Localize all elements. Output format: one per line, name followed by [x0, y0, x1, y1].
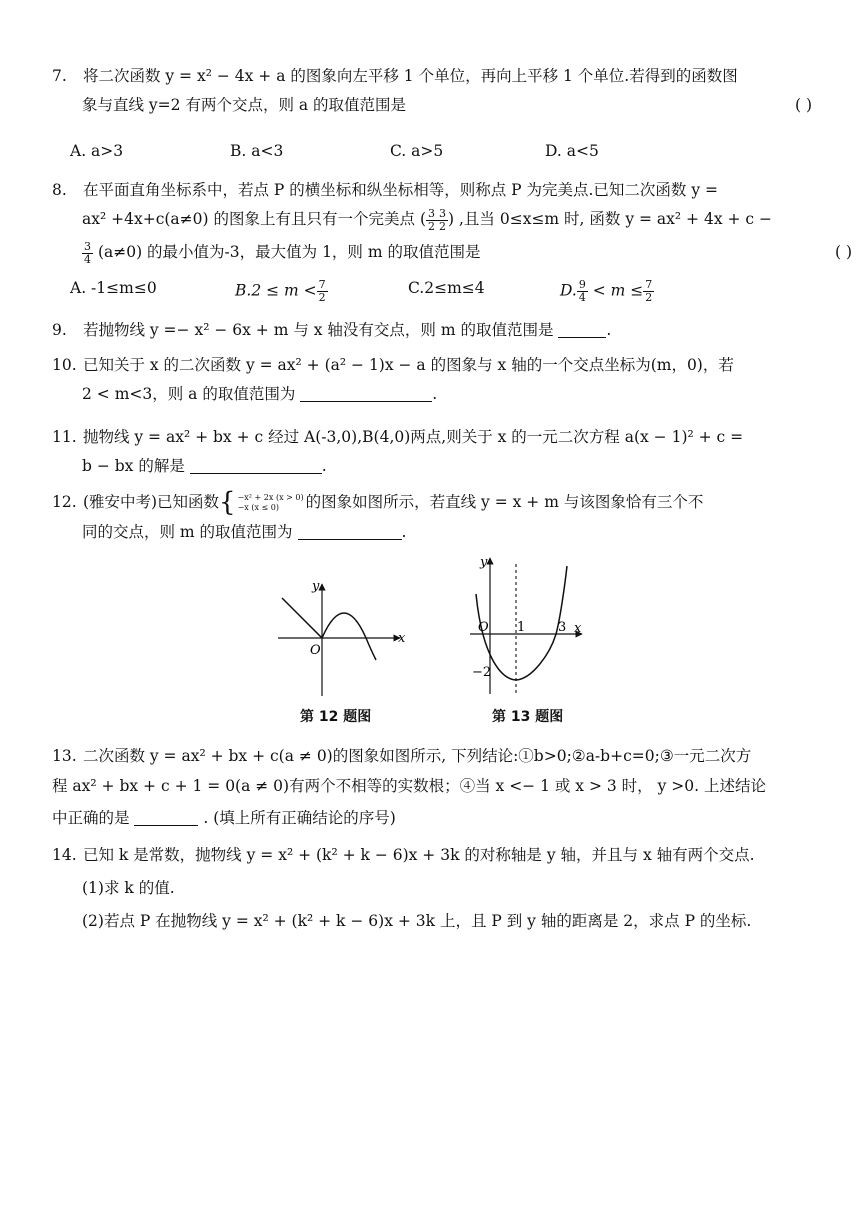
question-13-line2 — [52, 772, 812, 801]
x-label: x — [574, 621, 582, 636]
origin-label: O — [478, 620, 489, 635]
question-text-line: (a≠0) 的最小值为-3，最大值为 1，则 m 的取值范围是 — [97, 243, 481, 261]
answer-blank — [558, 319, 606, 338]
answer-blank — [190, 455, 322, 474]
question-number: 13. — [52, 747, 77, 765]
question-text-cont — [52, 238, 852, 267]
question-11 — [52, 423, 812, 481]
question-text: (雅安中考)已知函数 — [82, 493, 220, 511]
question-text-line: ax² +4x+c(a≠0) 的图象上有且只有一个完美点 — [82, 210, 415, 228]
origin-label: O — [310, 643, 321, 658]
question-13 — [52, 742, 812, 771]
question-text-cont — [52, 91, 812, 120]
question-text-line: 象与直线 y=2 有两个交点，则 a 的取值范围是 — [82, 96, 407, 114]
answer-paren: ( ) — [834, 243, 852, 261]
question-14 — [52, 841, 812, 936]
sub-question-1: (1)求 k 的值. — [82, 879, 175, 897]
figure-13-caption: 第 13 题图 — [492, 709, 564, 725]
question-text-cont — [52, 518, 812, 547]
question-13-line3 — [52, 804, 812, 833]
question-text-line: . (填上所有正确结论的序号) — [203, 809, 396, 827]
question-text: 已知关于 x 的二次函数 y = ax² + (a² − 1)x − a 的图象与 x 轴的一个交点坐标为(m，0)，若 — [82, 356, 734, 374]
fraction-three-quarters: $\frac{3}{4}$ — [84, 239, 91, 266]
question-text-line: 2 < m<3，则 a 的取值范围为 — [82, 385, 296, 403]
period: . — [401, 522, 407, 541]
option-a: A. a>3 — [70, 142, 124, 160]
figures — [270, 548, 600, 728]
figure-13-graph — [470, 554, 600, 704]
question-text: 若抛物线 y =− x² − 6x + m 与 x 轴没有交点，则 m 的取值范围是 — [82, 321, 554, 339]
answer-blank — [300, 383, 432, 402]
x-label: x — [398, 631, 406, 646]
question-12 — [52, 488, 812, 547]
y-label: y — [480, 555, 488, 570]
question-text-line: b − bx 的解是 — [82, 457, 185, 475]
tick-label-3: 3 — [558, 620, 567, 635]
question-number: 11. — [52, 428, 77, 446]
question-text-line: 中正确的是 — [52, 809, 130, 827]
y-label: y — [312, 579, 320, 594]
question-8-line3 — [52, 238, 852, 267]
question-text: 抛物线 y = ax² + bx + c 经过 A(-3,0),B(4,0)两点,则关于 x 的一元二次方程 a(x − 1)² + c = — [82, 428, 744, 446]
piecewise-function: { −x² + 2x (x > 0) −x (x ≤ 0) — [219, 487, 304, 518]
option-c: C. a>5 — [390, 142, 444, 160]
option-d: D. a<5 — [545, 142, 599, 160]
figure-12-caption: 第 12 题图 — [300, 709, 372, 725]
question-9 — [52, 316, 812, 345]
question-text: 将二次函数 y = x² − 4x + a 的图象向左平移 1 个单位，再向上平移 1 个单位.若得到的函数图 — [82, 67, 738, 85]
option-d: D. $\frac{9}{4}$ < m ≤ $\frac{7}{2}$ — [560, 278, 653, 304]
question-7 — [52, 62, 812, 120]
question-text: 二次函数 y = ax² + bx + c(a ≠ 0)的图象如图所示, 下列结论:①b>0;②a-b+c=0;③一元二次方 — [82, 747, 752, 765]
question-text-line: 同的交点，则 m 的取值范围为 — [82, 522, 293, 541]
period: . — [606, 321, 612, 339]
question-number: 7. — [52, 67, 67, 85]
question-number: 8. — [52, 181, 67, 199]
tick-label-1: 1 — [517, 620, 526, 635]
perfect-point: ( $\frac{3}{2}$ $\frac{3}{2}$ ) — [419, 206, 455, 233]
parabola-branch — [322, 613, 376, 660]
question-number: 12. — [52, 493, 77, 511]
question-text-line: ,且当 0≤x≤m 时, 函数 y = ax² + 4x + c − — [459, 210, 773, 228]
option-b: B.2 ≤ m < $\frac{7}{2}$ — [235, 278, 326, 304]
question-number: 14. — [52, 846, 77, 864]
option-b: B. a<3 — [230, 142, 284, 160]
question-8 — [52, 176, 812, 234]
question-text-line: 程 ax² + bx + c + 1 = 0(a ≠ 0)有两个不相等的实数根；④当 x <− 1 或 x > 3 时， y >0. 上述结论 — [52, 777, 766, 795]
figure-12-graph — [270, 576, 420, 706]
answer-paren: ( ) — [794, 96, 812, 114]
answer-blank — [134, 807, 198, 826]
line-branch — [282, 598, 322, 638]
tick-label-minus-2: −2 — [472, 665, 492, 680]
question-text-cont — [52, 380, 812, 409]
option-c: C.2≤m≤4 — [408, 279, 485, 297]
answer-blank — [298, 521, 402, 540]
question-text: 已知 k 是常数，抛物线 y = x² + (k² + k − 6)x + 3k 的对称轴是 y 轴，并且与 x 轴有两个交点. — [82, 846, 755, 864]
question-text: 在平面直角坐标系中，若点 P 的横坐标和纵坐标相等，则称点 P 为完美点.已知二次函数 y = — [82, 181, 719, 199]
question-number: 10. — [52, 356, 77, 374]
period: . — [321, 457, 327, 475]
question-10 — [52, 351, 812, 409]
question-text-cont — [52, 452, 812, 481]
question-text: 的图象如图所示，若直线 y = x + m 与该图象恰有三个不 — [305, 493, 704, 511]
option-a: A. -1≤m≤0 — [70, 279, 157, 297]
sub-question-2: (2)若点 P 在抛物线 y = x² + (k² + k − 6)x + 3k 上，且 P 到 y 轴的距离是 2，求点 P 的坐标. — [82, 912, 752, 930]
period: . — [432, 385, 438, 403]
question-number: 9. — [52, 321, 67, 339]
question-text-cont — [52, 205, 812, 234]
